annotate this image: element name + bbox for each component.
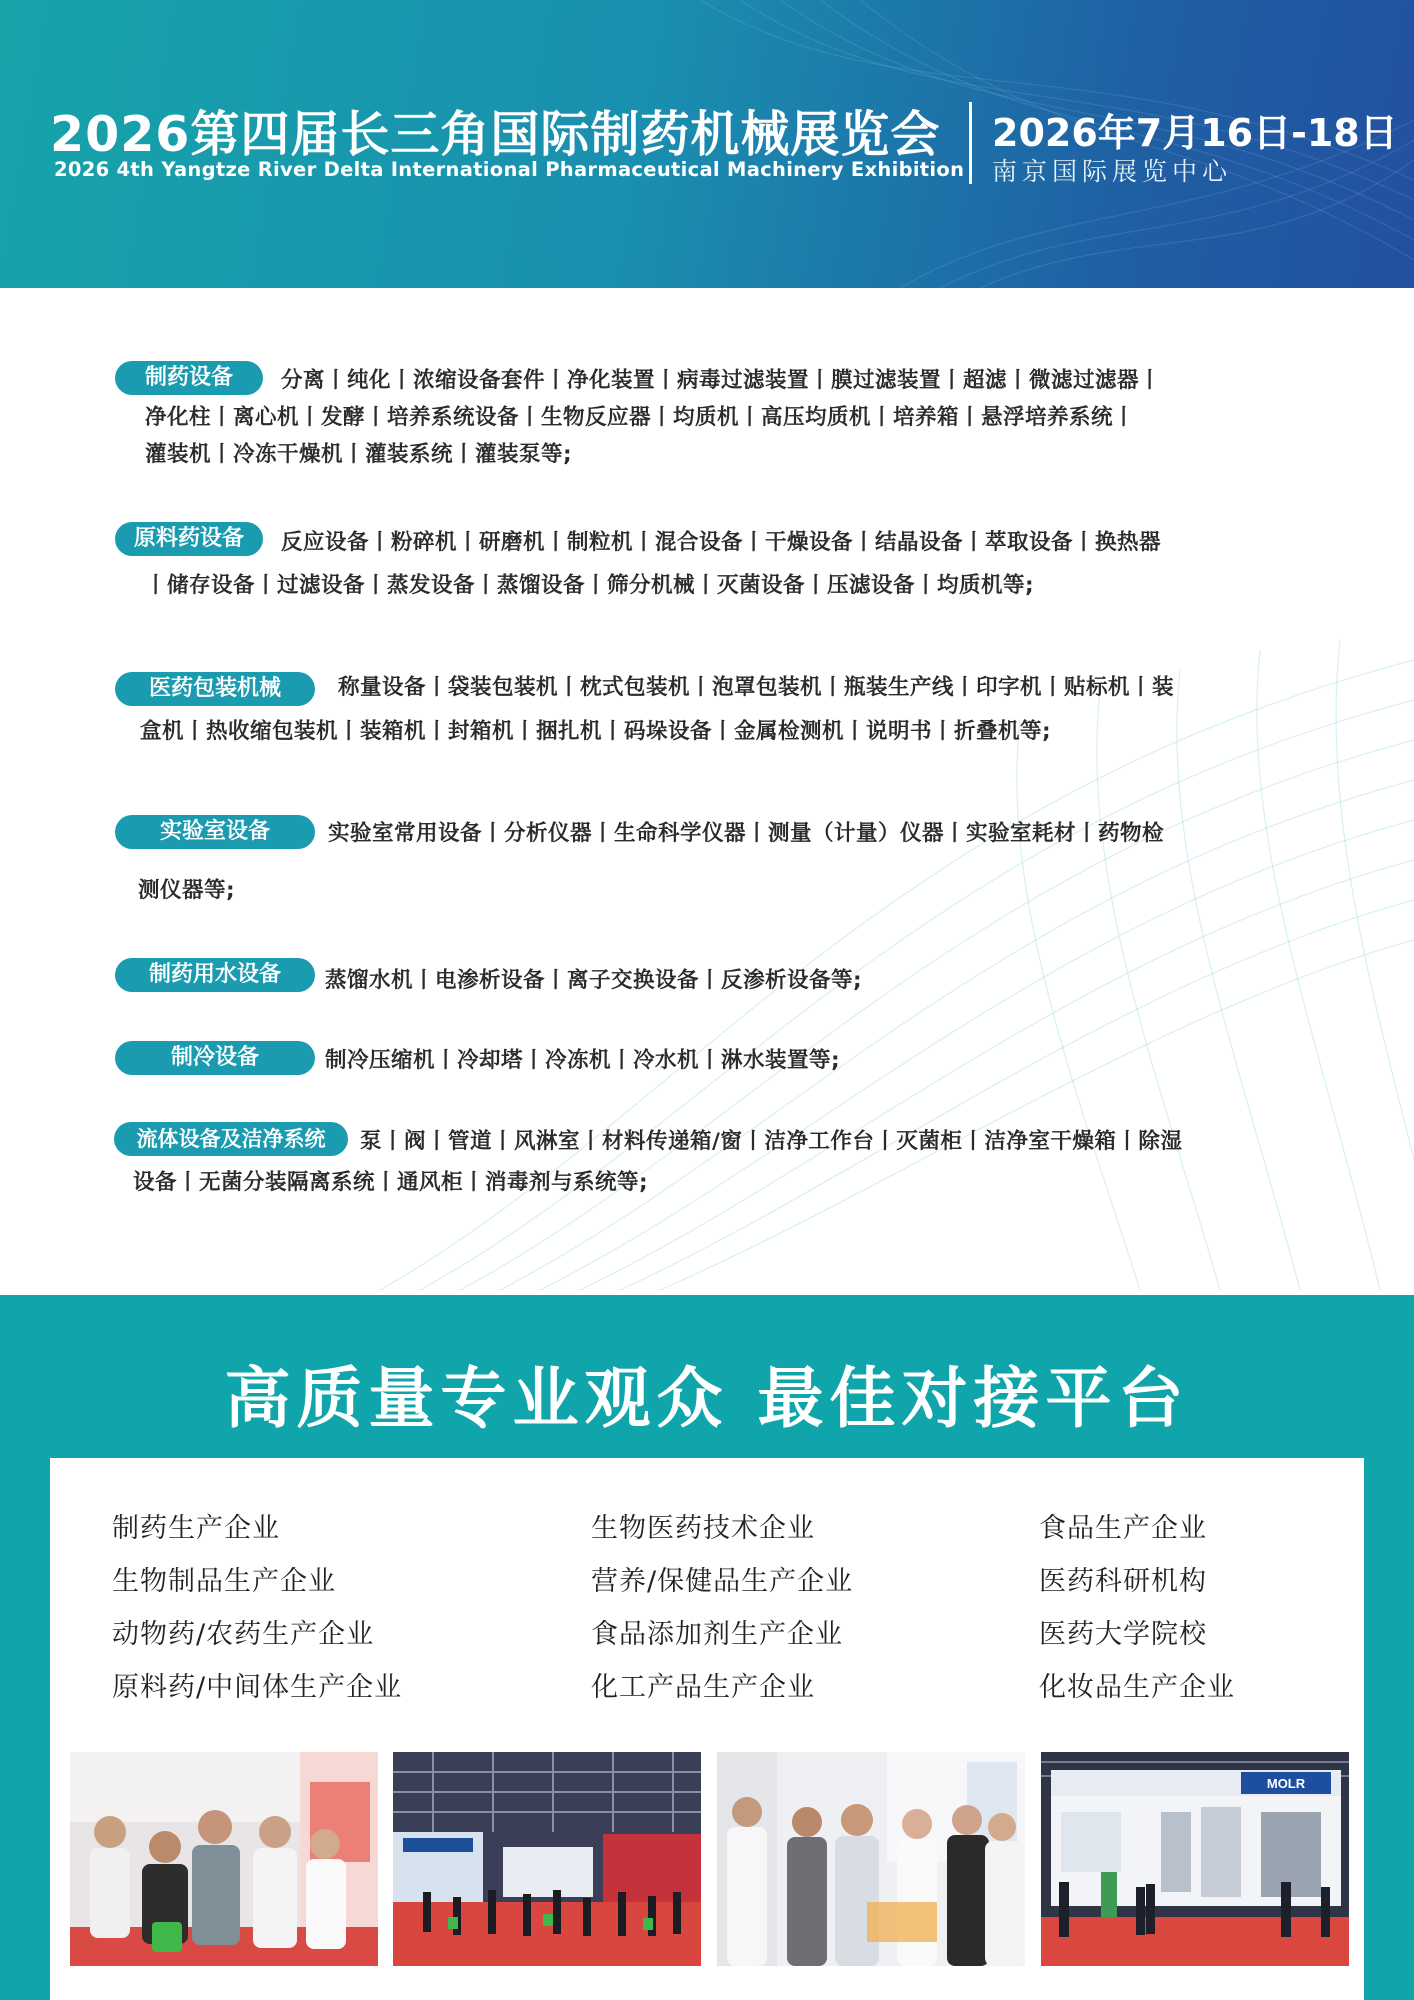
exhibition-photo-booth-discussion: [717, 1752, 1025, 1966]
category-items-line: 泵丨阀丨管道丨风淋室丨材料传递箱/窗丨洁净工作台丨灭菌柜丨洁净室干燥箱丨除湿: [360, 1129, 1183, 1154]
category-items-line: 称量设备丨袋装包装机丨枕式包装机丨泡罩包装机丨瓶装生产线丨印字机丨贴标机丨装: [338, 675, 1175, 700]
audience-item: 生物制品生产企业: [112, 1566, 336, 1597]
category-items-line: 净化柱丨离心机丨发酵丨培养系统设备丨生物反应器丨均质机丨高压均质机丨培养箱丨悬浮培养系统丨: [145, 405, 1136, 430]
exhibition-title: 2026第四届长三角国际制药机械展览会: [50, 106, 941, 163]
exhibition-photo-molr-booth: [1041, 1752, 1349, 1966]
audience-item: 制药生产企业: [112, 1513, 280, 1544]
category-tag-packaging-machinery: 医药包装机械: [115, 672, 315, 706]
header-divider: [969, 102, 972, 184]
category-items-line: 设备丨无菌分装隔离系统丨通风柜丨消毒剂与系统等;: [133, 1170, 649, 1195]
category-items-line: 制冷压缩机丨冷却塔丨冷冻机丨冷水机丨淋水装置等;: [325, 1048, 841, 1073]
audience-item: 营养/保健品生产企业: [591, 1566, 854, 1597]
exhibition-date: 2026年7月16日-18日: [992, 111, 1398, 155]
exhibition-title-english: 2026 4th Yangtze River Delta International Pharmaceutical Machinery Exhibition: [54, 158, 965, 181]
category-tag-refrigeration: 制冷设备: [115, 1041, 315, 1075]
category-tag-water-equipment: 制药用水设备: [115, 958, 315, 992]
exhibition-photo-hall: [393, 1752, 701, 1966]
header-banner: [0, 0, 1414, 288]
category-items-line: 实验室常用设备丨分析仪器丨生命科学仪器丨测量（计量）仪器丨实验室耗材丨药物检: [328, 821, 1165, 846]
category-items-line: 反应设备丨粉碎机丨研磨机丨制粒机丨混合设备丨干燥设备丨结晶设备丨萃取设备丨换热器: [281, 530, 1162, 555]
audience-item: 食品生产企业: [1039, 1513, 1207, 1544]
category-items-line: 测仪器等;: [138, 878, 236, 903]
exhibition-venue: 南京国际展览中心: [992, 157, 1233, 186]
category-tag-pharma-equipment: 制药设备: [115, 361, 263, 395]
audience-item: 动物药/农药生产企业: [112, 1619, 375, 1650]
category-tag-lab-equipment: 实验室设备: [115, 815, 315, 849]
audience-item: 医药科研机构: [1039, 1566, 1207, 1597]
category-tag-api-equipment: 原料药设备: [115, 522, 263, 556]
audience-title: 高质量专业观众 最佳对接平台: [224, 1360, 1190, 1437]
audience-item: 原料药/中间体生产企业: [112, 1672, 403, 1703]
category-tag-fluid-clean-system: 流体设备及洁净系统: [114, 1122, 348, 1156]
svg-text:MOLR: MOLR: [1266, 1776, 1306, 1791]
category-items-line: 丨储存设备丨过滤设备丨蒸发设备丨蒸馏设备丨筛分机械丨灭菌设备丨压滤设备丨均质机等;: [145, 573, 1035, 598]
category-items-line: 分离丨纯化丨浓缩设备套件丨净化装置丨病毒过滤装置丨膜过滤装置丨超滤丨微滤过滤器丨: [281, 368, 1162, 393]
audience-item: 化妆品生产企业: [1039, 1672, 1235, 1703]
category-items-line: 盒机丨热收缩包装机丨装箱机丨封箱机丨捆扎机丨码垛设备丨金属检测机丨说明书丨折叠机等;: [140, 719, 1052, 744]
category-items-line: 灌装机丨冷冻干燥机丨灌装系统丨灌装泵等;: [145, 442, 573, 467]
audience-item: 医药大学院校: [1039, 1619, 1207, 1650]
audience-item: 食品添加剂生产企业: [591, 1619, 843, 1650]
category-items-line: 蒸馏水机丨电渗析设备丨离子交换设备丨反渗析设备等;: [325, 968, 863, 993]
audience-item: 化工产品生产企业: [591, 1672, 815, 1703]
exhibition-photo-visitors: [70, 1752, 378, 1966]
audience-item: 生物医药技术企业: [591, 1513, 815, 1544]
